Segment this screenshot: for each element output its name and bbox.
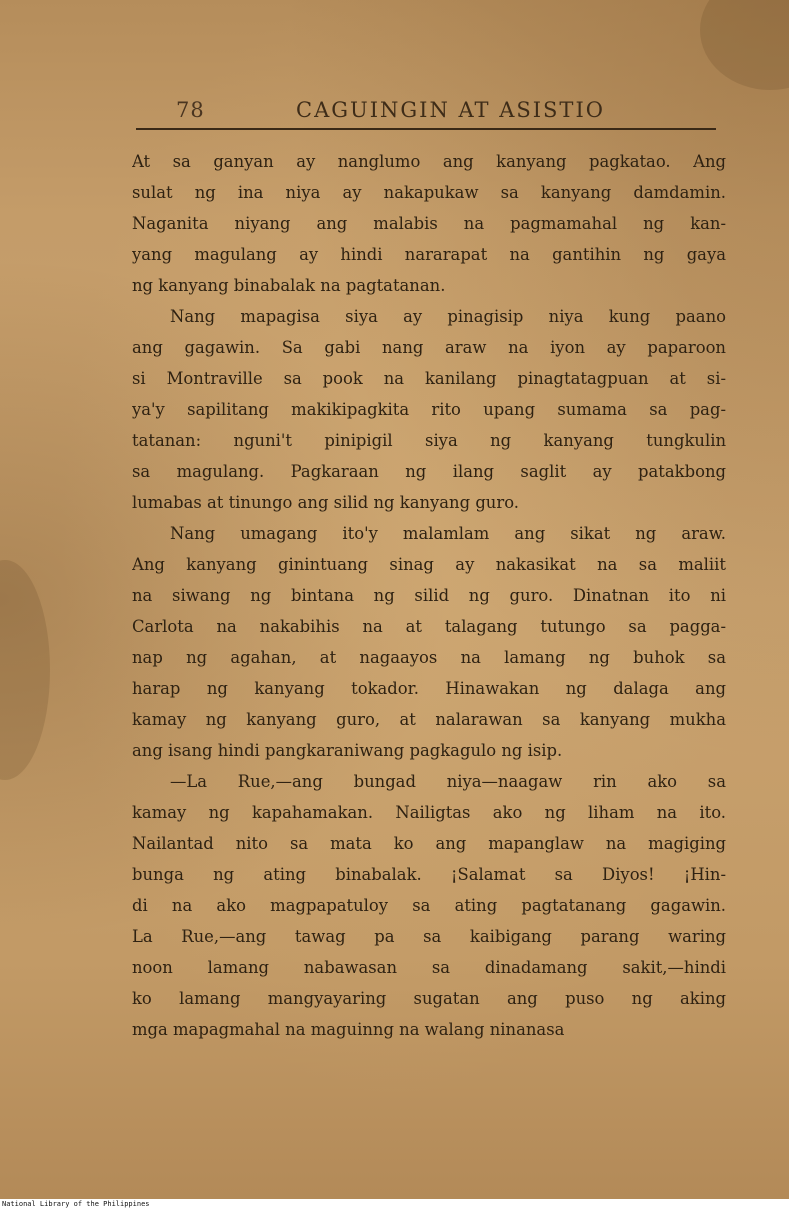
text-line: Nang mapagisa siya ay pinagisip niya kung paano	[170, 307, 726, 326]
text-line: Nang umagang ito'y malamlam ang sikat ng araw.	[170, 524, 726, 543]
text-line: si Montraville sa pook na kanilang pinagtatagpuan at si-	[132, 369, 726, 388]
text-line: sulat ng ina niya ay nakapukaw sa kanyang damdamin.	[132, 183, 726, 202]
text-line: harap ng kanyang tokador. Hinawakan ng dalaga ang	[132, 679, 726, 698]
text-line: —La Rue,—ang bungad niya—naagaw rin ako sa	[170, 772, 726, 791]
paragraph	[132, 518, 726, 766]
paragraph	[132, 301, 726, 518]
text-line: mga mapagmahal na maguinng na walang ninanasa	[132, 1020, 565, 1039]
text-line: lumabas at tinungo ang silid ng kanyang guro.	[132, 493, 519, 512]
library-credit: National Library of the Philippines	[2, 1200, 150, 1208]
running-head	[130, 96, 720, 130]
text-line: sa magulang. Pagkaraan ng ilang saglit ay patakbong	[132, 462, 726, 481]
running-title: CAGUINGIN AT ASISTIO	[296, 98, 605, 122]
text-line: kamay ng kanyang guro, at nalarawan sa kanyang mukha	[132, 710, 726, 729]
text-line: nap ng agahan, at nagaayos na lamang ng buhok sa	[132, 648, 726, 667]
page-body-text	[132, 146, 726, 1045]
text-line: At sa ganyan ay nanglumo ang kanyang pagkatao. Ang	[132, 152, 726, 171]
page-number: 78	[176, 98, 205, 122]
text-line: ang isang hindi pangkaraniwang pagkagulo ng isip.	[132, 741, 563, 760]
paper-stain	[0, 560, 50, 780]
text-line: Naganita niyang ang malabis na pagmamahal ng kan-	[132, 214, 726, 233]
paper-stain	[700, 0, 789, 90]
text-line: noon lamang nabawasan sa dinadamang sakit,—hindi	[132, 958, 726, 977]
paragraph	[132, 766, 726, 1045]
text-line: ko lamang mangyayaring sugatan ang puso ng aking	[132, 989, 726, 1008]
text-line: ang gagawin. Sa gabi nang araw na iyon ay paparoon	[132, 338, 726, 357]
text-line: Nailantad nito sa mata ko ang mapanglaw na magiging	[132, 834, 726, 853]
text-line: ya'y sapilitang makikipagkita rito upang sumama sa pag-	[132, 400, 726, 419]
text-line: Carlota na nakabihis na at talagang tutungo sa pagga-	[132, 617, 726, 636]
text-line: La Rue,—ang tawag pa sa kaibigang parang waring	[132, 927, 726, 946]
text-line: na siwang ng bintana ng silid ng guro. Dinatnan ito ni	[132, 586, 726, 605]
text-line: ng kanyang binabalak na pagtatanan.	[132, 276, 446, 295]
paragraph	[132, 146, 726, 301]
text-line: tatanan: nguni't pinipigil siya ng kanyang tungkulin	[132, 431, 726, 450]
text-line: Ang kanyang ginintuang sinag ay nakasikat na sa maliit	[132, 555, 726, 574]
text-line: yang magulang ay hindi nararapat na gantihin ng gaya	[132, 245, 726, 264]
text-line: bunga ng ating binabalak. ¡Salamat sa Diyos! ¡Hin-	[132, 865, 726, 884]
text-line: kamay ng kapahamakan. Nailigtas ako ng liham na ito.	[132, 803, 726, 822]
text-line: di na ako magpapatuloy sa ating pagtatanang gagawin.	[132, 896, 726, 915]
header-rule	[136, 128, 716, 130]
